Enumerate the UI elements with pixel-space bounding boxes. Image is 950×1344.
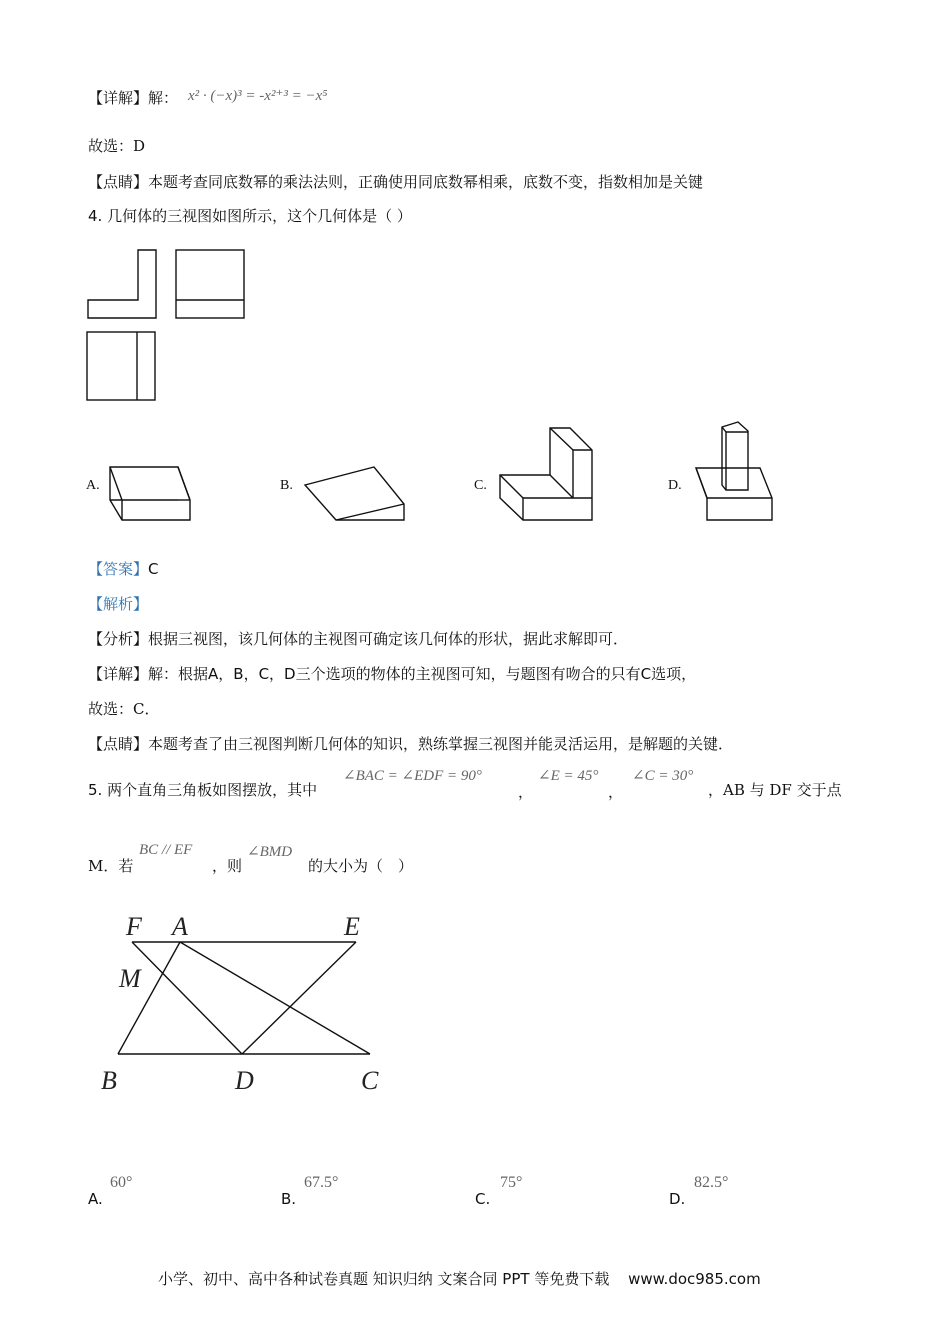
question-5-lead: 5. 两个直角三角板如图摆放，其中 xyxy=(88,781,318,799)
comment-text: 本题考查了由三视图判断几何体的知识，熟练掌握三视图并能灵活运用，是解题的关键． xyxy=(148,735,734,753)
answer-line-q3: 故选：D xyxy=(88,137,146,155)
choice-b-letter[interactable]: B. xyxy=(281,1190,297,1208)
angle-e: ∠E = 45° xyxy=(538,768,599,784)
question-5-line2-b: ，则 xyxy=(212,857,243,875)
point-f-label: F xyxy=(126,912,142,941)
angle-bmd: ∠BMD xyxy=(247,844,293,860)
choice-a-letter[interactable]: A. xyxy=(88,1190,103,1208)
choice-d-letter[interactable]: D. xyxy=(669,1190,686,1208)
footer-text: 小学、初中、高中各种试卷真题 知识归纳 文案合同 PPT 等免费下载 xyxy=(158,1270,610,1288)
question-5-line2-a: M．若 xyxy=(88,857,134,875)
angle-bac-edf: ∠BAC = ∠EDF = 90° xyxy=(343,768,482,784)
choice-a-value: 60° xyxy=(110,1174,133,1191)
answer-label: 【答案】 xyxy=(88,560,149,578)
detail-prefix: 解： xyxy=(148,89,179,107)
chosen-line-q4: 故选：C． xyxy=(88,700,160,718)
sep-2: ， xyxy=(608,783,624,801)
fenxi-text: 根据三视图，该几何体的主视图可确定该几何体的形状，据此求解即可． xyxy=(148,630,629,648)
question-5-line2-c: 的大小为（ ） xyxy=(308,857,414,875)
comment-text: 本题考查同底数幂的乘法法则，正确使用同底数幂相乘，底数不变，指数相加是关键 xyxy=(148,173,704,191)
parallel-condition: BC // EF xyxy=(139,842,193,858)
question-4-text: 4. 几何体的三视图如图所示，这个几何体是（ ） xyxy=(88,207,412,225)
option-c-solid xyxy=(500,428,592,520)
fenxi-line xyxy=(88,629,628,649)
option-d-solid xyxy=(696,422,772,520)
choice-c-letter[interactable]: C. xyxy=(475,1190,491,1208)
detail-label: 【详解】 xyxy=(88,665,149,683)
question-5-tail: ，AB 与 DF 交于点 xyxy=(708,781,842,799)
option-a-solid xyxy=(110,467,190,520)
comment-line-q4 xyxy=(88,734,733,754)
footer xyxy=(158,1268,761,1289)
choice-b-value: 67.5° xyxy=(304,1174,339,1191)
side-view xyxy=(176,250,244,318)
option-b-label[interactable]: B. xyxy=(280,478,293,493)
option-b-solid xyxy=(305,467,404,520)
option-a-label[interactable]: A. xyxy=(86,478,100,493)
choice-c-value: 75° xyxy=(500,1174,523,1191)
choice-d-value: 82.5° xyxy=(694,1174,729,1191)
point-a-label: A xyxy=(172,912,188,941)
detail-math-q3: x² · (−x)³ = -x²⁺³ = −x⁵ xyxy=(188,88,328,104)
sep-1: ， xyxy=(518,783,534,801)
angle-c: ∠C = 30° xyxy=(632,768,694,784)
point-e-label: E xyxy=(344,912,360,941)
point-c-label: C xyxy=(361,1066,379,1095)
option-c-label[interactable]: C. xyxy=(474,478,487,493)
analysis-label: 【解析】 xyxy=(88,595,149,613)
comment-label: 【点睛】 xyxy=(88,735,149,753)
fenxi-label: 【分析】 xyxy=(88,630,149,648)
comment-label: 【点睛】 xyxy=(88,173,149,191)
point-d-label: D xyxy=(235,1066,254,1095)
point-b-label: B xyxy=(101,1066,117,1095)
triangle-figure xyxy=(118,942,370,1054)
answer-value: C xyxy=(148,560,159,578)
front-view xyxy=(88,250,156,318)
option-d-label[interactable]: D. xyxy=(668,478,682,493)
point-m-label: M xyxy=(119,964,141,993)
top-view xyxy=(87,332,155,400)
detail-text: 解：根据A，B，C，D三个选项的物体的主视图可知，与题图有吻合的只有C选项， xyxy=(148,665,697,683)
footer-url[interactable]: www.doc985.com xyxy=(628,1270,761,1288)
detail-line-q4 xyxy=(88,664,696,684)
detail-label: 【详解】 xyxy=(88,89,149,107)
answer-line-q4 xyxy=(88,559,159,579)
